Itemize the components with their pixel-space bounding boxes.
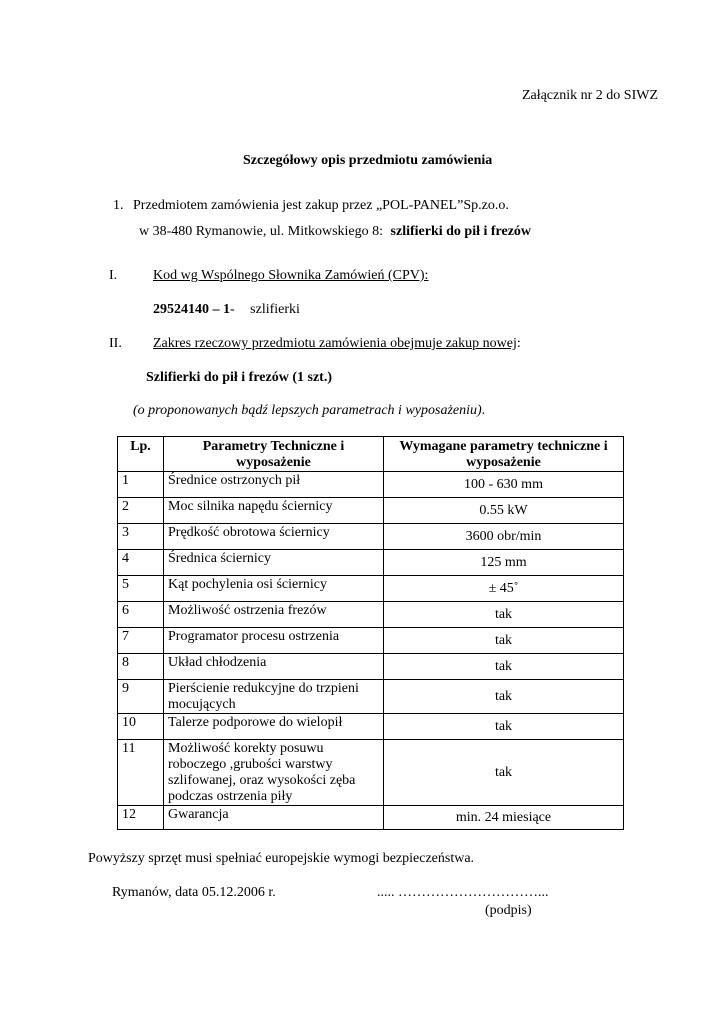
row-lp: 7 [118, 628, 164, 654]
section-2-heading-line [153, 336, 521, 352]
row-lp: 3 [118, 524, 164, 550]
item-1-number: 1. [113, 198, 124, 213]
row-lp: 4 [118, 550, 164, 576]
table-row [118, 740, 624, 806]
table-row [118, 602, 624, 628]
row-value: ± 45˚ [384, 576, 624, 602]
row-param: Gwarancja [164, 806, 384, 830]
section-2-heading-colon: : [516, 336, 521, 351]
header-parameters: Parametry Techniczne i wyposażenie [164, 437, 384, 472]
table-row [118, 806, 624, 830]
table-row [118, 472, 624, 498]
table-header-row [118, 437, 624, 472]
row-param: Programator procesu ostrzenia [164, 628, 384, 654]
section-2-number: II. [109, 336, 122, 351]
row-value: tak [384, 654, 624, 680]
row-lp: 6 [118, 602, 164, 628]
table-row [118, 576, 624, 602]
cpv-code-dash: - [230, 302, 235, 317]
attachment-label: Załącznik nr 2 do SIWZ [521, 88, 658, 103]
row-lp: 9 [118, 680, 164, 714]
product-note: (o proponowanych bądź lepszych parametrach i wyposażeniu) [133, 403, 482, 418]
row-param: Średnice ostrzonych pił [164, 472, 384, 498]
row-lp: 11 [118, 740, 164, 806]
section-2-heading: Zakres rzeczowy przedmiotu zamówienia obejmuje zakup nowej [153, 336, 517, 351]
table-row [118, 680, 624, 714]
cpv-code: 29524140 – 1 [153, 302, 230, 317]
row-value: tak [384, 680, 624, 714]
row-param: Układ chłodzenia [164, 654, 384, 680]
item-1-address: w 38-480 Rymanowie, ul. Mitkowskiego 8: [139, 224, 384, 239]
row-value: min. 24 miesiące [384, 806, 624, 830]
table-row [118, 550, 624, 576]
document-title: Szczegółowy opis przedmiotu zamówienia [243, 153, 493, 168]
row-value: 100 - 630 mm [384, 472, 624, 498]
row-lp: 1 [118, 472, 164, 498]
signature-label: (podpis) [485, 903, 532, 918]
item-1-subject: szlifierki do pił i frezów [390, 224, 532, 239]
row-value: tak [384, 602, 624, 628]
header-lp: Lp. [118, 437, 164, 472]
product-name: Szlifierki do pił i frezów (1 szt.) [146, 370, 332, 385]
row-lp: 12 [118, 806, 164, 830]
cpv-description: szlifierki [250, 302, 300, 317]
row-param: Prędkość obrotowa ściernicy [164, 524, 384, 550]
section-1-number: I. [109, 268, 118, 283]
header-required: Wymagane parametry techniczne i wyposażenie [384, 437, 624, 472]
row-lp: 10 [118, 714, 164, 740]
cpv-code-line [153, 302, 300, 318]
row-lp: 8 [118, 654, 164, 680]
row-value: tak [384, 740, 624, 806]
table-row [118, 654, 624, 680]
safety-note: Powyższy sprzęt musi spełniać europejskie wymogi bezpieczeństwa. [88, 851, 475, 866]
table-row [118, 498, 624, 524]
row-param: Pierścienie redukcyjne do trzpieni mocujących [164, 680, 384, 714]
row-value: 125 mm [384, 550, 624, 576]
row-lp: 5 [118, 576, 164, 602]
place-date: Rymanów, data 05.12.2006 r. [112, 885, 276, 900]
product-note-line [133, 403, 485, 419]
table-row [118, 628, 624, 654]
signature-line: ..... …………………………... [377, 885, 549, 900]
item-1-line-1: Przedmiotem zamówienia jest zakup przez „POL-PANEL”Sp.zo.o. [133, 198, 509, 213]
row-value: tak [384, 714, 624, 740]
table-row [118, 714, 624, 740]
item-1-line-2 [139, 224, 531, 240]
specification-table [117, 436, 624, 830]
section-1-heading: Kod wg Wspólnego Słownika Zamówień (CPV): [153, 268, 429, 283]
row-param: Możliwość ostrzenia frezów [164, 602, 384, 628]
row-param: Talerze podporowe do wielopił [164, 714, 384, 740]
row-value: 0.55 kW [384, 498, 624, 524]
row-lp: 2 [118, 498, 164, 524]
row-param: Kąt pochylenia osi ściernicy [164, 576, 384, 602]
row-param: Moc silnika napędu ściernicy [164, 498, 384, 524]
row-value: tak [384, 628, 624, 654]
row-param: Średnica ściernicy [164, 550, 384, 576]
table-row [118, 524, 624, 550]
product-note-end: . [481, 403, 486, 418]
row-param: Możliwość korekty posuwu roboczego ,grubości warstwy szlifowanej, oraz wysokości zęba podczas ostrzenia piły [164, 740, 384, 806]
row-value: 3600 obr/min [384, 524, 624, 550]
